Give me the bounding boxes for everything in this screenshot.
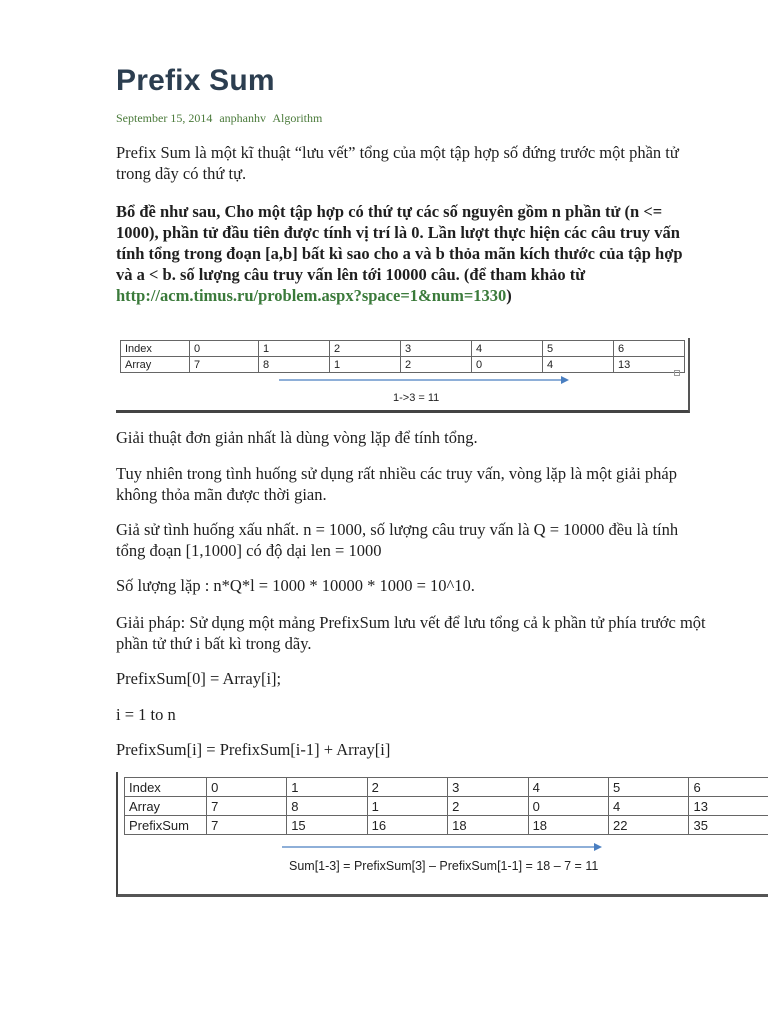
table-row	[125, 778, 768, 797]
table-cell: 6	[689, 778, 768, 797]
figure1-caption: 1->3 = 11	[393, 392, 440, 404]
paragraph-simple-loop: Giải thuật đơn giản nhất là dùng vòng lặp để tính tổng.	[116, 428, 478, 447]
table-cell: 5	[609, 778, 689, 797]
post-author[interactable]: anphanhv	[219, 111, 266, 125]
figure-array-table	[116, 338, 690, 413]
lemma-paragraph	[116, 201, 696, 306]
paragraph-worst-case: Giả sử tình huống xấu nhất. n = 1000, số lượng câu truy vấn là Q = 10000 đều là tính tổng đoạn [1,1000] có độ dại len = 1000	[116, 520, 679, 560]
table-cell: 6	[614, 341, 685, 357]
table-cell: 2	[330, 341, 401, 357]
lemma-text: Bổ đề như sau, Cho một tập hợp có thứ tự các số nguyên gồm n phần tử (n <= 1000), phần tử đầu tiên được tính vị trí là 0. Lần lượt thực hiện các câu truy vấn tính tổng trong đoạn [a,b] bất kì sao cho a và b thỏa mãn kích thước của tập hợp và a < b. số lượng câu truy vấn lên tới 10000 câu. (để tham khảo từ	[116, 202, 683, 284]
table-cell: Index	[125, 778, 207, 797]
table-cell: Array	[125, 797, 207, 816]
post-category[interactable]: Algorithm	[272, 111, 323, 125]
table-cell: 1	[259, 341, 330, 357]
intro-paragraph: Prefix Sum là một kĩ thuật “lưu vết” tổng của một tập hợp số đứng trước một phần tử trong dãy có thứ tự.	[116, 143, 679, 183]
table-cell: 4	[543, 357, 614, 373]
prefix-sum-table	[124, 777, 768, 835]
formula-loop-range: i = 1 to n	[116, 705, 176, 724]
table-row	[121, 357, 685, 373]
table-cell: 13	[614, 357, 685, 373]
table-cell: 22	[609, 816, 689, 835]
post-meta	[116, 111, 326, 126]
table-cell: 0	[190, 341, 259, 357]
table-cell: 4	[472, 341, 543, 357]
table-row	[125, 797, 768, 816]
table-cell: 2	[401, 357, 472, 373]
table-cell: 3	[401, 341, 472, 357]
table-cell: Index	[121, 341, 190, 357]
range-arrow-2	[282, 841, 612, 853]
table-cell: 5	[543, 341, 614, 357]
table-cell: 0	[528, 797, 608, 816]
table-cell: 13	[689, 797, 768, 816]
post-date[interactable]: September 15, 2014	[116, 111, 213, 125]
table-cell: 7	[207, 797, 287, 816]
table-cell: 0	[472, 357, 543, 373]
figure-prefix-table	[116, 772, 768, 897]
table-cell: 18	[448, 816, 528, 835]
table-cell: 35	[689, 816, 768, 835]
table-row	[121, 341, 685, 357]
table-cell: 8	[287, 797, 367, 816]
array-table	[120, 340, 685, 373]
table-cell: 4	[528, 778, 608, 797]
table-cell: 0	[207, 778, 287, 797]
paragraph-solution: Giải pháp: Sử dụng một mảng PrefixSum lưu vết để lưu tổng cả k phần tử phía trước một phần tử thứ i bất kì trong dãy.	[116, 613, 706, 653]
paragraph-many-queries: Tuy nhiên trong tình huống sử dụng rất nhiều các truy vấn, vòng lặp là một giải pháp không thỏa mãn được thời gian.	[116, 464, 677, 504]
table-cell: 1	[330, 357, 401, 373]
range-arrow	[279, 375, 579, 385]
table-cell: 16	[367, 816, 447, 835]
table-cell: 18	[528, 816, 608, 835]
problem-link[interactable]: http://acm.timus.ru/problem.aspx?space=1&num=1330	[116, 286, 507, 305]
table-cell: 4	[609, 797, 689, 816]
table-cell: PrefixSum	[125, 816, 207, 835]
figure2-caption: Sum[1-3] = PrefixSum[3] – PrefixSum[1-1] = 18 – 7 = 11	[289, 859, 599, 873]
formula-prefix-zero: PrefixSum[0] = Array[i];	[116, 669, 282, 688]
lemma-end: )	[506, 286, 512, 305]
table-cell: 2	[448, 797, 528, 816]
table-row	[125, 816, 768, 835]
formula-prefix-recurrence: PrefixSum[i] = PrefixSum[i-1] + Array[i]	[116, 740, 391, 759]
table-cell: 1	[287, 778, 367, 797]
table-cell: 7	[207, 816, 287, 835]
paragraph-loop-count: Số lượng lặp : n*Q*l = 1000 * 10000 * 1000 = 10^10.	[116, 576, 475, 595]
table-cell: 8	[259, 357, 330, 373]
table-resize-handle	[674, 370, 680, 376]
table-cell: Array	[121, 357, 190, 373]
page-title: Prefix Sum	[116, 64, 275, 97]
table-cell: 2	[367, 778, 447, 797]
table-cell: 15	[287, 816, 367, 835]
table-cell: 7	[190, 357, 259, 373]
table-cell: 3	[448, 778, 528, 797]
table-cell: 1	[367, 797, 447, 816]
